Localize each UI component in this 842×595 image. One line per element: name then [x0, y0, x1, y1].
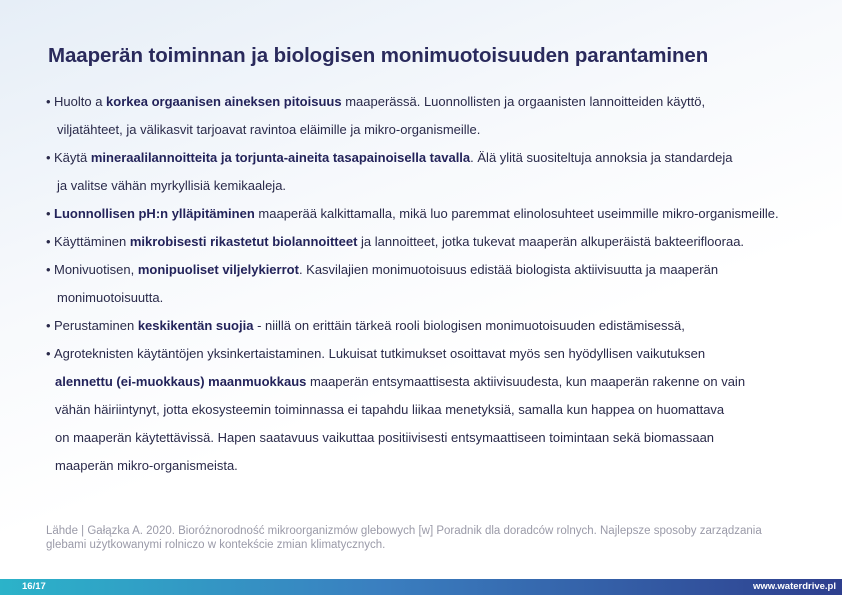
text-segment: ja lannoitteet, jotka tukevat maaperän alkuperäistä bakteeriflooraa.: [357, 234, 745, 249]
list-item: [46, 340, 836, 480]
list-item-line: [46, 200, 836, 228]
text-segment: viljatähteet, ja välikasvit tarjoavat ravintoa eläimille ja mikro-organismeille.: [57, 122, 481, 137]
list-item-line: [46, 88, 836, 116]
bullet-list: [46, 88, 836, 480]
list-item-line: [46, 172, 836, 200]
list-item-line: [46, 256, 836, 284]
bold-phrase: mineraalilannoitteita ja torjunta-aineita tasapainoisella tavalla: [90, 150, 471, 165]
list-item-line: [46, 144, 836, 172]
text-segment: . Kasvilajien monimuotoisuus edistää biologista aktiivisuutta ja maaperän: [298, 262, 719, 277]
bold-phrase: Luonnollisen pH:n ylläpitäminen: [54, 206, 255, 221]
text-segment: Agroteknisten käytäntöjen yksinkertaistaminen. Lukuisat tutkimukset osoittavat myös sen hyödyllisen vaikutuksen: [54, 346, 706, 361]
text-segment: maaperää kalkittamalla, mikä luo paremmat elinolosuhteet useimmille mikro-organismeille.: [254, 206, 779, 221]
text-segment: . Älä ylitä suositeltuja annoksia ja standardeja: [470, 150, 733, 165]
page-title: Maaperän toiminnan ja biologisen monimuotoisuuden parantaminen: [48, 44, 709, 67]
website-link[interactable]: www.waterdrive.pl: [752, 581, 836, 592]
text-segment: Käytä: [54, 150, 91, 165]
list-item: [46, 144, 836, 200]
list-item: [46, 312, 836, 340]
bullet-icon: •: [46, 346, 51, 361]
list-item: [46, 256, 836, 312]
text-segment: maaperässä. Luonnollisten ja orgaanisten lannoitteiden käyttö,: [341, 94, 706, 109]
text-segment: maaperän mikro-organismeista.: [55, 458, 238, 473]
source-line-1: Lähde | Gałązka A. 2020. Bioróżnorodność mikroorganizmów glebowych [w] Poradnik dla doradców rolnych. Najlepsze sposoby zarządzania: [46, 525, 762, 537]
bullet-icon: •: [46, 318, 51, 333]
bullet-icon: •: [46, 94, 51, 109]
text-segment: Perustaminen: [54, 318, 138, 333]
text-segment: ja valitse vähän myrkyllisiä kemikaaleja.: [57, 178, 287, 193]
list-item-line: [46, 284, 836, 312]
bullet-icon: •: [46, 206, 51, 221]
list-item-line: [46, 312, 836, 340]
list-item: [46, 200, 836, 228]
list-item: [46, 88, 836, 144]
bullet-icon: •: [46, 262, 51, 277]
bold-phrase: alennettu (ei-muokkaus) maanmuokkaus: [55, 374, 307, 389]
list-item: [46, 228, 836, 256]
text-segment: vähän häiriintynyt, jotta ekosysteemin toiminnassa ei tapahdu liikaa menetyksiä, samalla kun happea on huomattava: [55, 402, 725, 417]
bullet-icon: •: [46, 234, 51, 249]
list-item-line: [46, 340, 836, 368]
text-segment: monimuotoisuutta.: [57, 290, 164, 305]
text-segment: Käyttäminen: [54, 234, 130, 249]
bold-phrase: keskikentän suojia: [137, 318, 254, 333]
text-segment: - niillä on erittäin tärkeä rooli biologisen monimuotoisuuden edistämisessä,: [253, 318, 685, 333]
page-number: 16/17: [22, 581, 46, 592]
bold-phrase: korkea orgaanisen aineksen pitoisuus: [106, 94, 342, 109]
text-segment: Monivuotisen,: [54, 262, 138, 277]
list-item-line: [46, 452, 836, 480]
text-segment: Huolto a: [54, 94, 107, 109]
text-segment: maaperän entsymaattisesta aktiivisuudesta, kun maaperän rakenne on vain: [306, 374, 746, 389]
list-item-line: [46, 368, 836, 396]
source-citation: [46, 524, 816, 552]
bold-phrase: monipuoliset viljelykierrot: [137, 262, 299, 277]
list-item-line: [46, 228, 836, 256]
list-item-line: [46, 396, 836, 424]
bullet-icon: •: [46, 150, 51, 165]
footer-bar: [0, 579, 842, 595]
source-line-2: glebami użytkowanymi rolniczo w kontekście zmian klimatycznych.: [46, 539, 386, 551]
list-item-line: [46, 424, 836, 452]
bold-phrase: mikrobisesti rikastetut biolannoitteet: [129, 234, 358, 249]
text-segment: on maaperän käytettävissä. Hapen saatavuus vaikuttaa positiivisesti entsymaattiseen toimintaan sekä biomassaan: [55, 430, 715, 445]
list-item-line: [46, 116, 836, 144]
